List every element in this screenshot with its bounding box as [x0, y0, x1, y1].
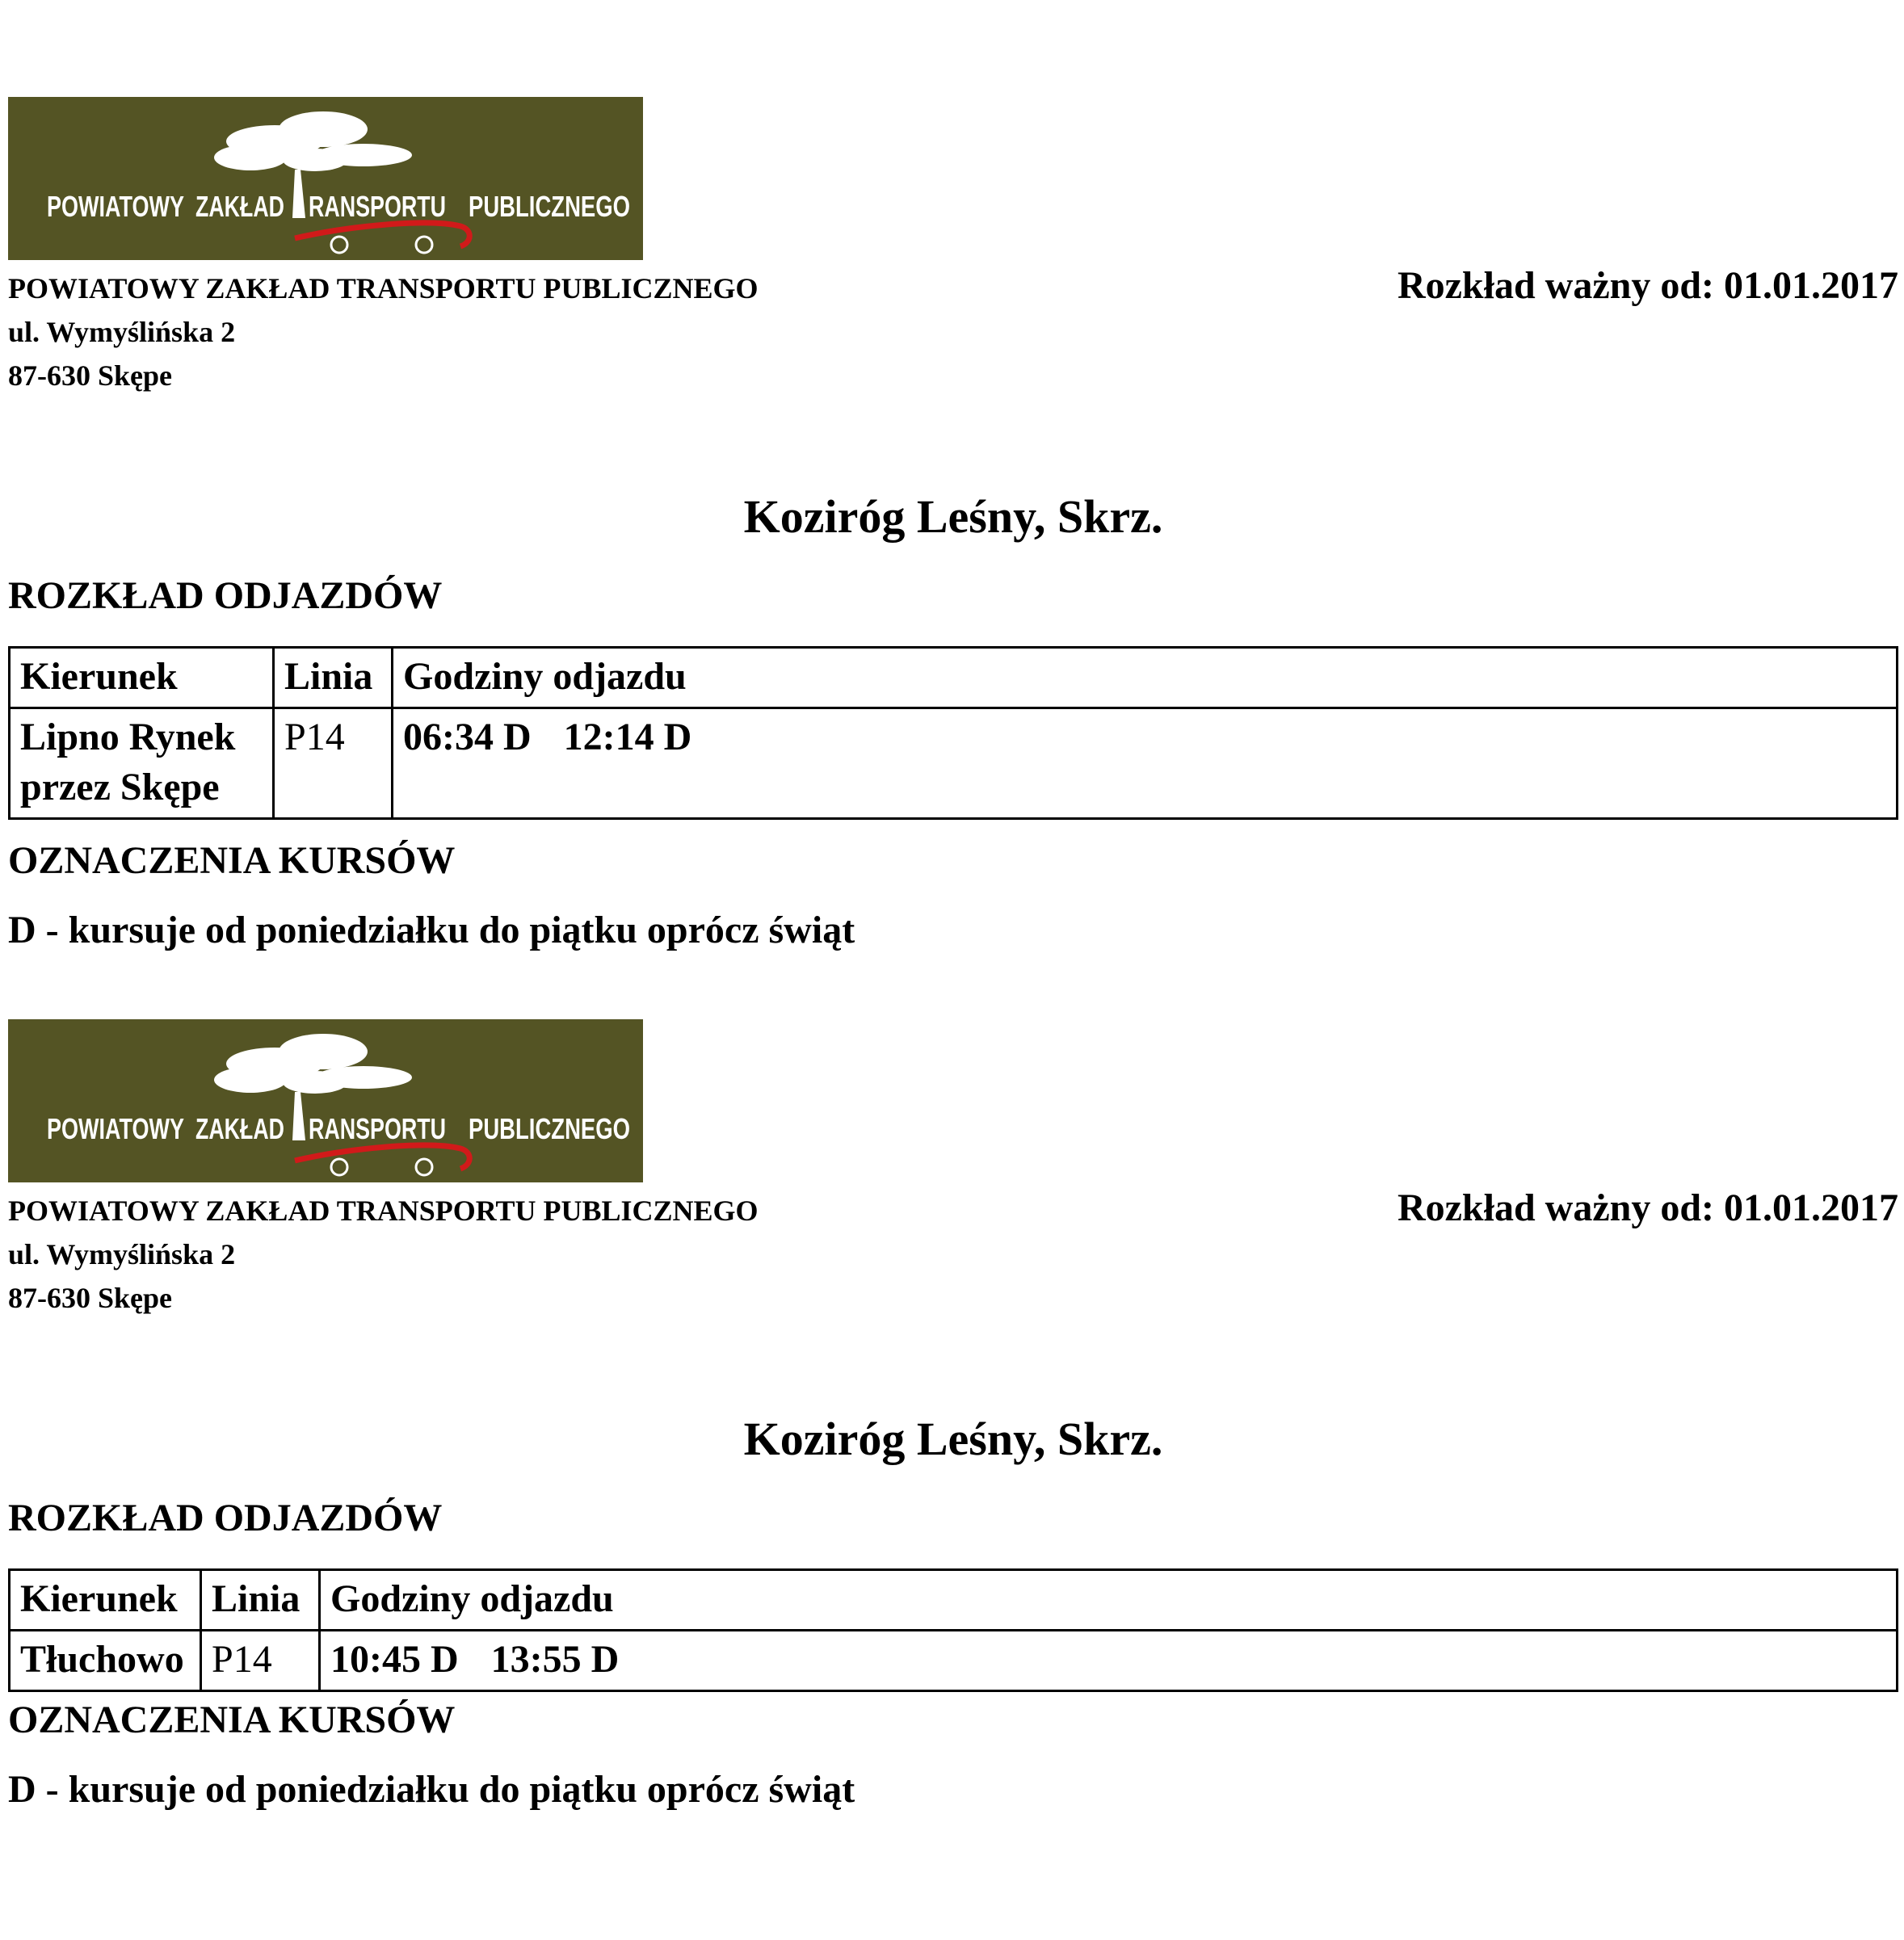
departure-time: 10:45 D	[330, 1638, 459, 1681]
timetable-section-2	[8, 1019, 1898, 1940]
logo-word-4: PUBLICZNEGO	[469, 1112, 630, 1145]
table-row	[10, 1631, 1898, 1691]
logo-word-4: PUBLICZNEGO	[469, 190, 630, 223]
header-direction: Kierunek	[10, 648, 274, 708]
company-street: ul. Wymyślińska 2	[8, 316, 236, 348]
table-header-row	[10, 1570, 1898, 1631]
table-header-row	[10, 648, 1898, 708]
company-logo	[8, 1019, 643, 1182]
company-street: ul. Wymyślińska 2	[8, 1238, 236, 1270]
direction-cell	[10, 1631, 201, 1691]
company-city: 87-630 Skępe	[8, 359, 173, 392]
logo-word-3: RANSPORTU	[309, 1112, 446, 1145]
logo-word-1: POWIATOWY	[47, 190, 184, 223]
departure-time: 12:14 D	[563, 716, 692, 758]
table-row	[10, 708, 1898, 819]
header-line: Linia	[201, 1570, 320, 1631]
departures-heading: ROZKŁAD ODJAZDÓW	[8, 1497, 443, 1539]
company-name: POWIATOWY ZAKŁAD TRANSPORTU PUBLICZNEGO	[8, 272, 759, 304]
departure-time: 13:55 D	[490, 1638, 620, 1681]
departure-time: 06:34 D	[403, 716, 532, 758]
line-cell: P14	[201, 1631, 320, 1691]
legend-text: D - kursuje od poniedziałku do piątku oprócz świąt	[8, 909, 855, 951]
header-line: Linia	[274, 648, 393, 708]
valid-from: Rozkład ważny od: 01.01.2017	[1397, 1186, 1898, 1229]
legend-text: D - kursuje od poniedziałku do piątku oprócz świąt	[8, 1768, 855, 1811]
header-times: Godziny odjazdu	[393, 648, 1898, 708]
departures-table	[8, 646, 1898, 820]
company-name: POWIATOWY ZAKŁAD TRANSPORTU PUBLICZNEGO	[8, 1195, 759, 1227]
departures-heading: ROZKŁAD ODJAZDÓW	[8, 574, 443, 617]
line-cell: P14	[274, 708, 393, 819]
logo-word-2: ZAKŁAD	[195, 190, 284, 223]
logo-word-1: POWIATOWY	[47, 1112, 184, 1145]
direction-line-1: Tłuchowo	[20, 1638, 184, 1681]
company-logo	[8, 97, 643, 260]
direction-line-2: przez Skępe	[20, 766, 220, 808]
times-cell	[393, 708, 1898, 819]
times-cell	[320, 1631, 1898, 1691]
direction-cell	[10, 708, 274, 819]
header-direction: Kierunek	[10, 1570, 201, 1631]
stop-name: Koziróg Leśny, Skrz.	[743, 1413, 1163, 1465]
departures-table	[8, 1568, 1898, 1692]
logo-word-3: RANSPORTU	[309, 190, 446, 223]
timetable-section-1	[8, 97, 1898, 1018]
company-city: 87-630 Skępe	[8, 1282, 173, 1314]
header-times: Godziny odjazdu	[320, 1570, 1898, 1631]
stop-name: Koziróg Leśny, Skrz.	[743, 490, 1163, 543]
legend-heading: OZNACZENIA KURSÓW	[8, 1699, 456, 1741]
legend-heading: OZNACZENIA KURSÓW	[8, 839, 456, 882]
logo-word-2: ZAKŁAD	[195, 1112, 284, 1145]
valid-from: Rozkład ważny od: 01.01.2017	[1397, 264, 1898, 307]
direction-line-1: Lipno Rynek	[20, 716, 236, 758]
